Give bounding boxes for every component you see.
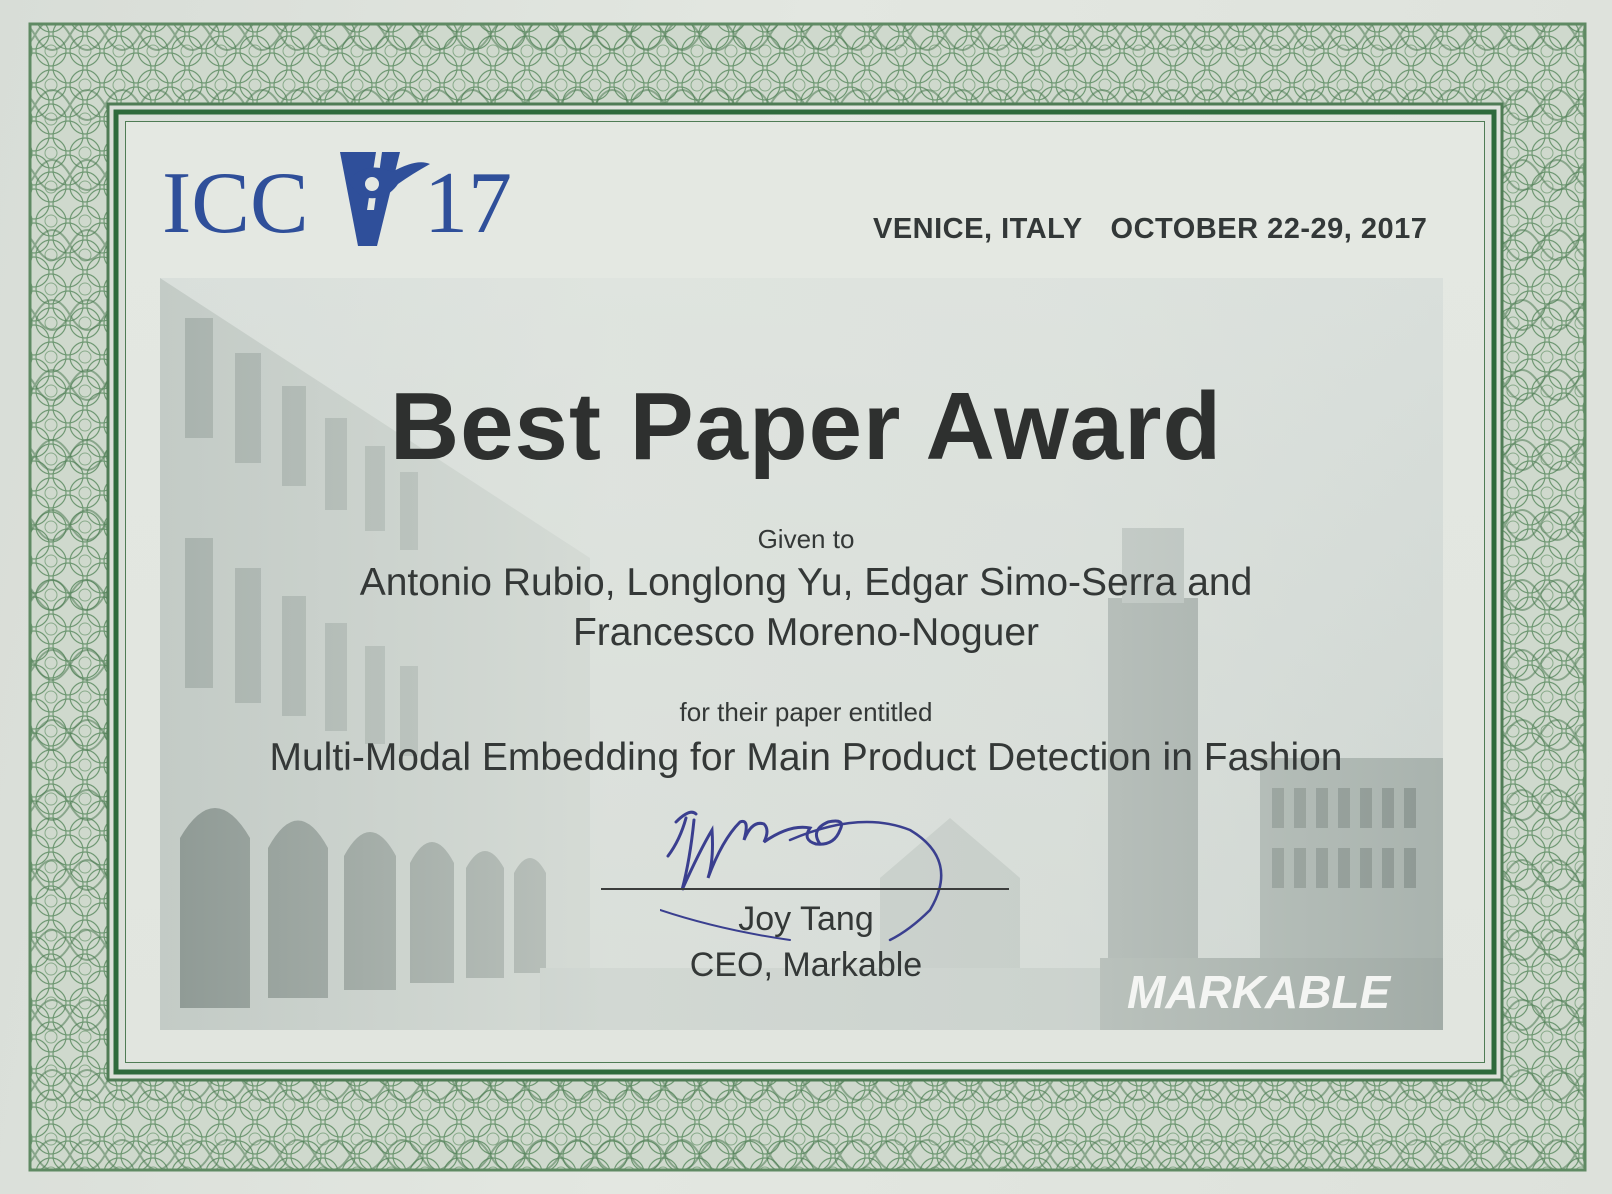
signatory-name: Joy Tang <box>738 900 874 938</box>
svg-text:17: 17 <box>424 155 512 252</box>
recipients-line-1: Antonio Rubio, Longlong Yu, Edgar Simo-Serra and <box>359 561 1253 604</box>
markable-logo: MARKABLE <box>1127 966 1391 1018</box>
given-to-label: Given to <box>757 524 855 554</box>
paper-label: for their paper entitled <box>679 697 933 727</box>
event-dates: OCTOBER 22-29, 2017 <box>1110 213 1428 245</box>
svg-text:ICC: ICC <box>162 155 309 252</box>
paper-title: Multi-Modal Embedding for Main Product Detection in Fashion <box>269 736 1343 779</box>
iccv17-logo <box>162 150 552 260</box>
recipients-line-2: Francesco Moreno-Noguer <box>572 611 1040 654</box>
award-title: Best Paper Award <box>389 373 1223 480</box>
venue-dates <box>873 213 1433 246</box>
signatory-role: CEO, Markable <box>689 946 923 984</box>
venue: VENICE, ITALY <box>873 213 1083 245</box>
signature-line <box>601 888 1009 890</box>
